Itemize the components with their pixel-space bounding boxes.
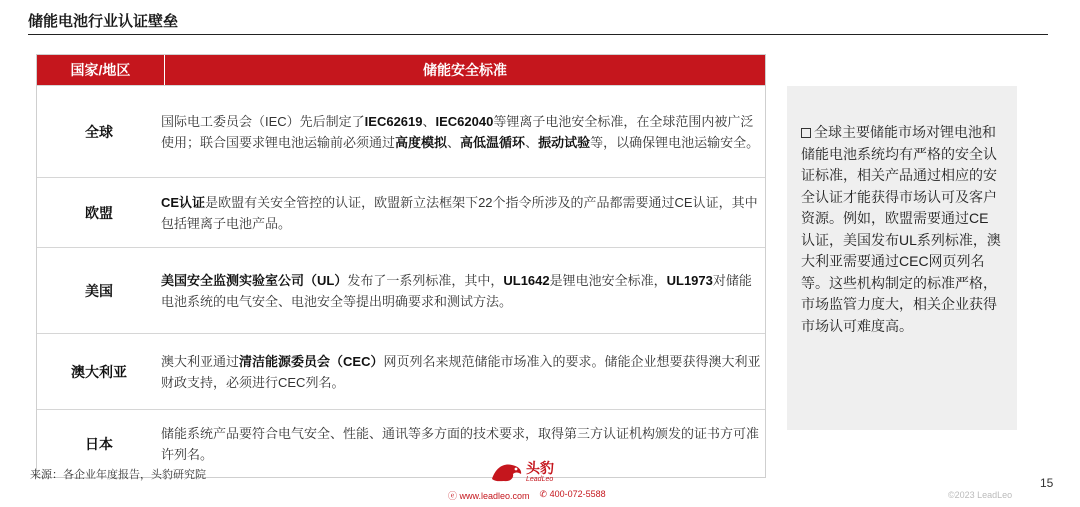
table-row [37, 247, 765, 333]
web-icon: ⓔ [448, 491, 460, 501]
region-cell: 澳大利亚 [71, 363, 127, 380]
phone-number: ✆ 400-072-5588 [539, 489, 606, 499]
table-row [37, 177, 765, 247]
table-row [37, 85, 765, 177]
region-cell: 欧盟 [85, 204, 113, 221]
contact-info [448, 489, 606, 502]
standard-cell: 储能系统产品要符合电气安全、性能、通讯等多方面的技术要求，取得第三方认证机构颁发的证书方可准许列名。 [161, 425, 760, 462]
summary-text [801, 122, 1001, 337]
standard-cell: CE认证是欧盟有关安全管控的认证，欧盟新立法框架下22个指令所涉及的产品都需要通过CE认证，其中包括锂离子电池产品。 [161, 194, 758, 231]
standard-cell: 澳大利亚通过清洁能源委员会（CEC）网页列名来规范储能市场准入的要求。储能企业想要获得澳大利亚财政支持，必须进行CEC列名。 [161, 353, 761, 390]
standards-table [36, 54, 766, 478]
table-row [37, 333, 765, 409]
region-cell: 全球 [85, 123, 113, 140]
source-note: 来源：各企业年度报告，头豹研究院 [30, 469, 206, 481]
header-standard: 储能安全标准 [423, 62, 507, 78]
title-divider [28, 34, 1048, 35]
page-number: 15 [1040, 476, 1054, 490]
brand-logo [490, 459, 554, 485]
region-cell: 美国 [85, 282, 113, 299]
summary-box [787, 86, 1017, 430]
table-body [37, 85, 765, 477]
table-header [37, 55, 765, 85]
checkbox-bullet-icon [801, 128, 811, 138]
brand-name-en: LeadLeo [526, 476, 554, 483]
website-link[interactable]: ⓔ www.leadleo.com [448, 491, 530, 501]
page-title: 储能电池行业认证壁垒 [28, 13, 179, 30]
phone-icon: ✆ [539, 489, 550, 499]
summary-content: 全球主要储能市场对锂电池和储能电池系统均有严格的安全认证标准，相关产品通过相应的安全认证才能获得市场认可及客户资源。例如，欧盟需要通过CE认证，美国发布UL系列标准，澳大利亚需要通过CEC网页列名等。这些机构制定的标准严格，市场监管力度大，相关企业获得市场认可难度高。 [801, 124, 1001, 334]
region-cell: 日本 [85, 435, 113, 452]
brand-name-cn: 头豹 [526, 460, 554, 476]
standard-cell: 美国安全监测实验室公司（UL）发布了一系列标准，其中，UL1642是锂电池安全标准，UL1973对储能电池系统的电气安全、电池安全等提出明确要求和测试方法。 [161, 272, 752, 309]
header-region: 国家/地区 [37, 55, 165, 85]
copyright: ©2023 LeadLeo [948, 490, 1013, 500]
standard-cell: 国际电工委员会（IEC）先后制定了IEC62619、IEC62040等锂离子电池安全标准，在全球范围内被广泛使用；联合国要求锂电池运输前必须通过高度模拟、高低温循环、振动试验等，以确保锂电池运输安全。 [161, 113, 760, 150]
leopard-logo-icon [490, 459, 524, 485]
